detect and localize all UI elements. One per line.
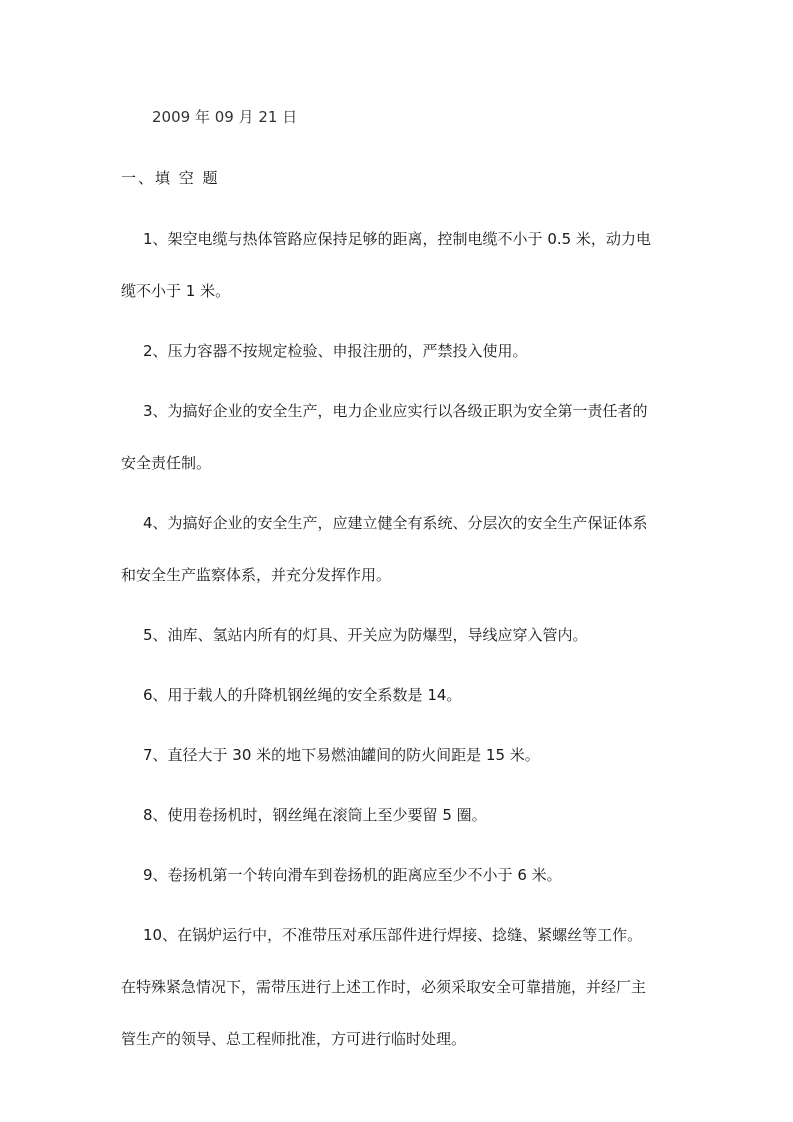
question-line: 6、用于载人的升降机钢丝绳的安全系数是 14。 [143, 686, 462, 704]
question-line: 7、直径大于 30 米的地下易燃油罐间的防火间距是 15 米。 [143, 746, 540, 764]
question-2 [121, 338, 677, 364]
question-8 [121, 802, 677, 828]
section-heading: 一、填 空 题 [121, 169, 220, 187]
question-line: 2、压力容器不按规定检验、申报注册的，严禁投入使用。 [143, 342, 528, 360]
question-3 [121, 398, 677, 476]
document-date: 2009 年 09 月 21 日 [152, 108, 298, 126]
question-line: 9、卷扬机第一个转向滑车到卷扬机的距离应至少不小于 6 米。 [143, 866, 562, 884]
question-9 [121, 862, 677, 888]
question-line: 在特殊紧急情况下，需带压进行上述工作时，必须采取安全可靠措施，并经厂主 [121, 978, 647, 996]
question-line: 3、为搞好企业的安全生产，电力企业应实行以各级正职为安全第一责任者的 [143, 402, 648, 420]
question-6 [121, 682, 677, 708]
question-line: 安全责任制。 [121, 454, 212, 472]
question-list [121, 226, 677, 1086]
question-line: 管生产的领导、总工程师批准，方可进行临时处理。 [121, 1030, 467, 1048]
question-7 [121, 742, 677, 768]
question-5 [121, 622, 677, 648]
question-line: 缆不小于 1 米。 [121, 282, 231, 300]
question-10 [121, 922, 677, 1052]
question-4 [121, 510, 677, 588]
question-line: 4、为搞好企业的安全生产，应建立健全有系统、分层次的安全生产保证体系 [143, 514, 648, 532]
question-line: 5、油库、氢站内所有的灯具、开关应为防爆型，导线应穿入管内。 [143, 626, 588, 644]
question-line: 10、在锅炉运行中，不准带压对承压部件进行焊接、捻缝、紧螺丝等工作。 [143, 926, 643, 944]
question-line: 和安全生产监察体系，并充分发挥作用。 [121, 566, 392, 584]
question-line: 1、架空电缆与热体管路应保持足够的距离，控制电缆不小于 0.5 米，动力电 [143, 230, 651, 248]
question-line: 8、使用卷扬机时，钢丝绳在滚筒上至少要留 5 圈。 [143, 806, 487, 824]
question-1 [121, 226, 677, 304]
